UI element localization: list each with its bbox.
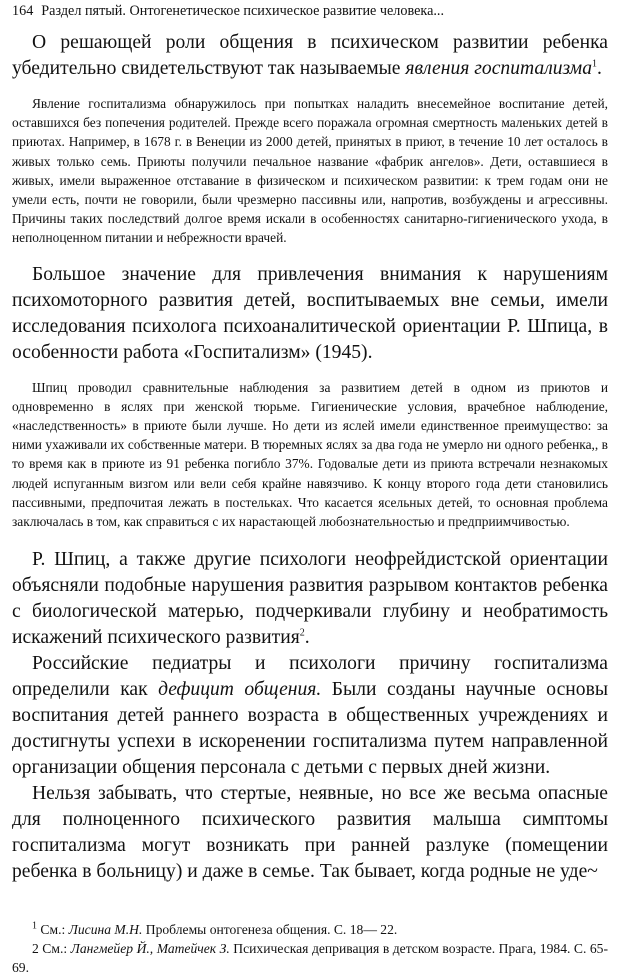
paragraph-neofreudian: Р. Шпиц, а также другие психологи неофрейдистской ориентации объясняли подобные нарушения развития разрывом контактов ребенка с биологической матерью, подчеркивали глубину и необратимость искажений психического развития$^2$. [12, 549, 608, 649]
footnote-1-marker: 1 [32, 920, 37, 932]
term-communication-deficit: дефицит общения. [158, 679, 322, 701]
paragraph-spitz-observations: Шпиц проводил сравнительные наблюдения за развитием детей в одном из приютов и одновременно в яслях при женской тюрьме. Гигиенические условия, врачебное наблюдение, «наследственность» в приюте были лучше. Но дети из яслей имели единственное преимущество: за ними ухаживали их собственные матери. В тюремных яслях за два года не умерло ни одного ребенка,, в то время как в приюте из 91 ребенка погибло 37%. Годовалые дети из приюта встречали незнакомых людей испуганным визгом или вели себя крайне навязчиво. К концу второго года дети становились пассивными, предпочитая лежать в постельках. Что касается ясельных детей, то основная проблема заключалась в том, как справиться с их нарастающей любознательностью и предприимчивостью. [12, 379, 608, 530]
running-title: Раздел пятый. Онтогенетическое психическое развитие человека... [41, 3, 445, 19]
footnote-2-author: Лангмейер Й., Матейчек З. [70, 941, 230, 956]
paragraph-spitz-research: Большое значение для привлечения внимания к нарушениям психомоторного развития детей, воспитываемых вне семьи, имели исследования психолога психоаналитической ориентации Р. Шпица, в особенности работа «Госпитализм» (1945). [12, 263, 608, 363]
page-number: 164 [12, 3, 34, 19]
footnote-1-author: Лисина М.Н. [68, 922, 143, 937]
term-hospitalism: явления госпитализма [405, 58, 592, 79]
footnotes [12, 920, 608, 977]
paragraph-hospitalism-history: Явление госпитализма обнаружилось при попытках наладить внесемейное воспитание детей, оставшихся без попечения родителей. Прежде всего поражала огромная смертность маленьких детей в приютах. Например, в 1678 г. в Венеции из 2000 детей, принятых в приют, в течение 10 лет осталось в живых только семь. Приюты получили печальное название «фабрик ангелов». Дети, оставшиеся в живых, имели выраженное отставание в физическом и психическом развитии: к трем годам они не умели есть, почти не говорили, были чрезмерно пассивны или, напротив, возбуждены и агрессивны. Причины таких последствий долгое время искали в особенностях санитарно-гигиенического ухода, в неполноценном питании и небрежности врачей. [12, 96, 608, 246]
paragraph-communication-role: О решающей роли общения в психическом развитии ребенка убедительно свидетельствуют так называемые явления госпитализма$^1$. [12, 32, 608, 79]
running-header [12, 2, 608, 20]
footnote-ref-1: 1 [592, 58, 597, 70]
footnote-ref-2: 2 [299, 627, 305, 639]
paragraph-communication-deficit: Российские педиатры и психологи причину госпитализма определили как дефицит общения. Были созданы научные основы воспитания детей раннего возраста в общественных учреждениях и достигнуты успехи в искоренении госпитализма путем направленной организации общения персонала с детьми с первых дней жизни. [12, 653, 608, 779]
paragraph-separation-risk: Нельзя забывать, что стертые, неявные, но все же весьма опасные для полноценного психического развития малыша симптомы госпитализма могут возникать при ранней разлуке (помещении ребенка в больницу) и даже в семье. Так бывает, когда родные не уде~ [12, 783, 608, 883]
footnote-2: 2 См.: Лангмейер Й., Матейчек З. Психическая депривация в детском возрасте. Прага, 1984. С. 65-69. [12, 941, 609, 975]
footnote-1: $^1$ См.: Лисина М.Н. Проблемы онтогенеза общения. С. 18— 22. [32, 920, 398, 937]
